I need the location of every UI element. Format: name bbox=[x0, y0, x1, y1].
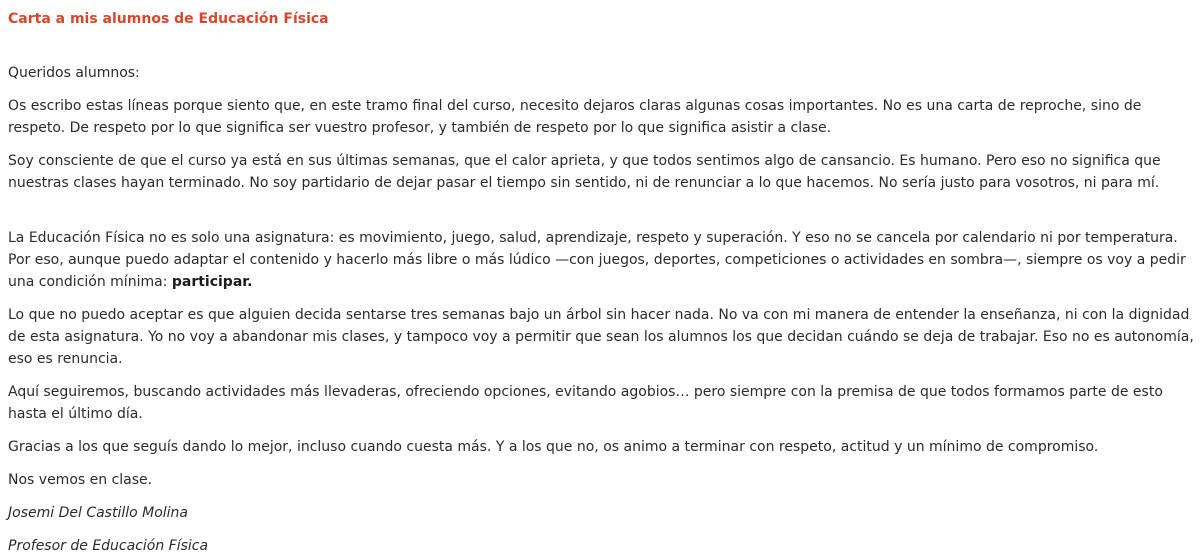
closing-line: Nos vemos en clase. bbox=[8, 472, 153, 488]
paragraph-5: Aquí seguiremos, buscando actividades más llevaderas, ofreciendo opciones, evitando agobios… pero siempre con la premisa de que todos formamos parte de esto hasta el último día. bbox=[8, 384, 1163, 422]
paragraph-1: Os escribo estas líneas porque siento que, en este tramo final del curso, necesito dejaros claras algunas cosas importantes. No es una carta de reproche, sino de respeto. De respeto por lo que significa ser vuestro profesor, y también de respeto por lo que significa asistir a clase. bbox=[8, 98, 1142, 136]
paragraph-3 bbox=[8, 227, 1196, 293]
signature-name: Josemi Del Castillo Molina bbox=[8, 505, 189, 521]
signature-role: Profesor de Educación Física bbox=[8, 538, 209, 554]
paragraph-3-text: La Educación Física no es solo una asignatura: es movimiento, juego, salud, aprendizaje, respeto y superación. Y eso no se cancela por calendario ni por temperatura. Por eso, aunque puedo adaptar el contenido y hacerlo más libre o más lúdico —con juegos, deportes, competiciones o actividades en sombra—, siempre os voy a pedir una condición mínima: bbox=[8, 230, 1186, 290]
paragraph-6: Gracias a los que seguís dando lo mejor, incluso cuando cuesta más. Y a los que no, os animo a terminar con respeto, actitud y un mínimo de compromiso. bbox=[8, 439, 1099, 455]
letter-title: Carta a mis alumnos de Educación Física bbox=[8, 11, 329, 27]
emphasis-participar: participar. bbox=[171, 274, 253, 290]
greeting: Queridos alumnos: bbox=[8, 65, 140, 81]
paragraph-4: Lo que no puedo aceptar es que alguien decida sentarse tres semanas bajo un árbol sin hacer nada. No va con mi manera de entender la enseñanza, ni con la dignidad de esta asignatura. Yo no voy a abandonar mis clases, y tampoco voy a permitir que sean los alumnos los que decidan cuándo se deja de trabajar. Eso no es autonomía, eso es renuncia. bbox=[8, 307, 1194, 367]
paragraph-2: Soy consciente de que el curso ya está en sus últimas semanas, que el calor aprieta, y que todos sentimos algo de cansancio. Es humano. Pero eso no significa que nuestras clases hayan terminado. No soy partidario de dejar pasar el tiempo sin sentido, ni de renunciar a lo que hacemos. No sería justo para vosotros, ni para mí. bbox=[8, 153, 1161, 191]
letter-body bbox=[8, 62, 1196, 557]
